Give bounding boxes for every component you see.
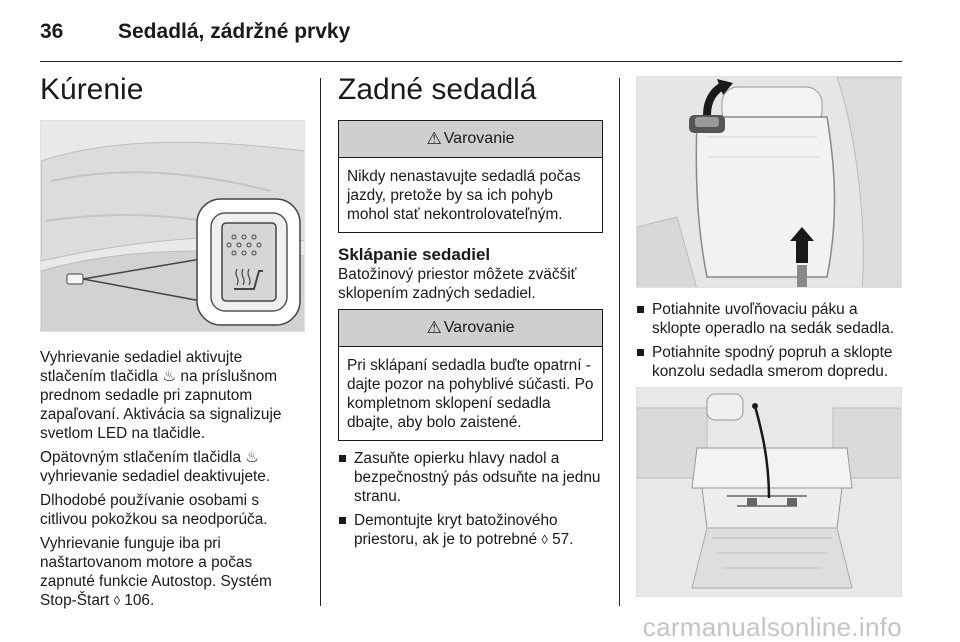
bullet-square-icon xyxy=(637,306,644,313)
folding-steps-list xyxy=(338,449,603,549)
bullet-square-icon xyxy=(339,455,346,462)
reference-arrow-icon: ◊ xyxy=(113,593,121,608)
seat-heating-illustration xyxy=(40,120,305,332)
warning-title-2: Varovanie xyxy=(443,319,515,336)
folding-intro: Batožinový priestor môžete zväčšiť sklopením zadných sedadiel. xyxy=(338,266,577,302)
warning-box-1 xyxy=(338,120,603,233)
chapter-title: Sedadlá, zádržné prvky xyxy=(118,20,351,43)
column-divider-right xyxy=(619,78,620,606)
page-reference-link[interactable]: 106 xyxy=(124,592,150,609)
heating-paragraph-3: Dlhodobé používanie osobami s citlivou pokožkou sa neodporúča. xyxy=(40,492,268,528)
list-item: Potiahnite uvoľňovaciu páku a sklopte operadlo na sedák sedadla. xyxy=(636,300,902,338)
heating-paragraph-4: Vyhrievanie funguje iba pri naštartovanom motore a počas zapnuté funkcie Autostop. Systém Stop-Štart ◊ 106. xyxy=(40,535,272,609)
warning-triangle-icon: ⚠ xyxy=(426,129,442,148)
left-column xyxy=(40,72,305,615)
page-header xyxy=(40,14,902,62)
column-divider-left xyxy=(320,78,321,606)
reference-arrow-icon: ◊ xyxy=(541,532,548,547)
watermark: carmanualsonline.info xyxy=(642,612,902,642)
seat-heating-drawing xyxy=(41,121,305,332)
subheading-folding-seats: Sklápanie sedadiel xyxy=(338,245,491,264)
warning-box-2 xyxy=(338,309,603,441)
section-heading-heating: Kúrenie xyxy=(40,73,144,106)
middle-column xyxy=(338,72,603,554)
seat-heater-icon: ♨ xyxy=(245,449,260,466)
page-number: 36 xyxy=(40,20,64,43)
heating-paragraph-1: Vyhrievanie sedadiel aktivujte stlačením tlačidla ♨ na príslušnom prednom sedadle pri zapnutom zapaľovaní. Aktivácia sa signalizuje svetlom LED na tlačidle. xyxy=(40,349,282,442)
right-steps-list xyxy=(636,300,902,381)
right-column xyxy=(636,72,902,597)
warning-title-1: Varovanie xyxy=(443,130,515,147)
heating-paragraph-2: Opätovným stlačením tlačidla ♨ vyhrievanie sedadiel deaktivujete. xyxy=(40,449,271,485)
warning-header-1 xyxy=(339,121,602,158)
list-item: Potiahnite spodný popruh a sklopte konzolu sedadla smerom dopredu. xyxy=(636,343,902,381)
section-heading-rear-seats: Zadné sedadlá xyxy=(338,73,537,106)
seat-cushion-drawing xyxy=(637,388,902,597)
warning-text-2: Pri sklápaní sedadla buďte opatrní - dajte pozor na pohyblivé súčasti. Po kompletnom sklopení sedadla dbajte, aby bolo zaistené. xyxy=(347,357,594,431)
bullet-square-icon xyxy=(339,517,346,524)
warning-text-1: Nikdy nenastavujte sedadlá počas jazdy, pretože by sa ich pohyb mohol stať nekontrolovateľným. xyxy=(347,168,581,223)
warning-header-2 xyxy=(339,310,602,347)
page-reference-link[interactable]: 57 xyxy=(552,531,570,548)
seat-heater-icon: ♨ xyxy=(162,368,177,385)
warning-triangle-icon: ⚠ xyxy=(426,318,442,337)
list-item: Zasuňte opierku hlavy nadol a bezpečnostný pás odsuňte na jednu stranu. xyxy=(338,449,603,506)
seat-cushion-illustration xyxy=(636,387,902,597)
bullet-square-icon xyxy=(637,349,644,356)
list-item: Demontujte kryt batožinového priestoru, ak je to potrebné ◊ 57. xyxy=(338,511,603,549)
seat-backrest-illustration xyxy=(636,76,902,288)
seat-backrest-drawing xyxy=(637,77,902,288)
